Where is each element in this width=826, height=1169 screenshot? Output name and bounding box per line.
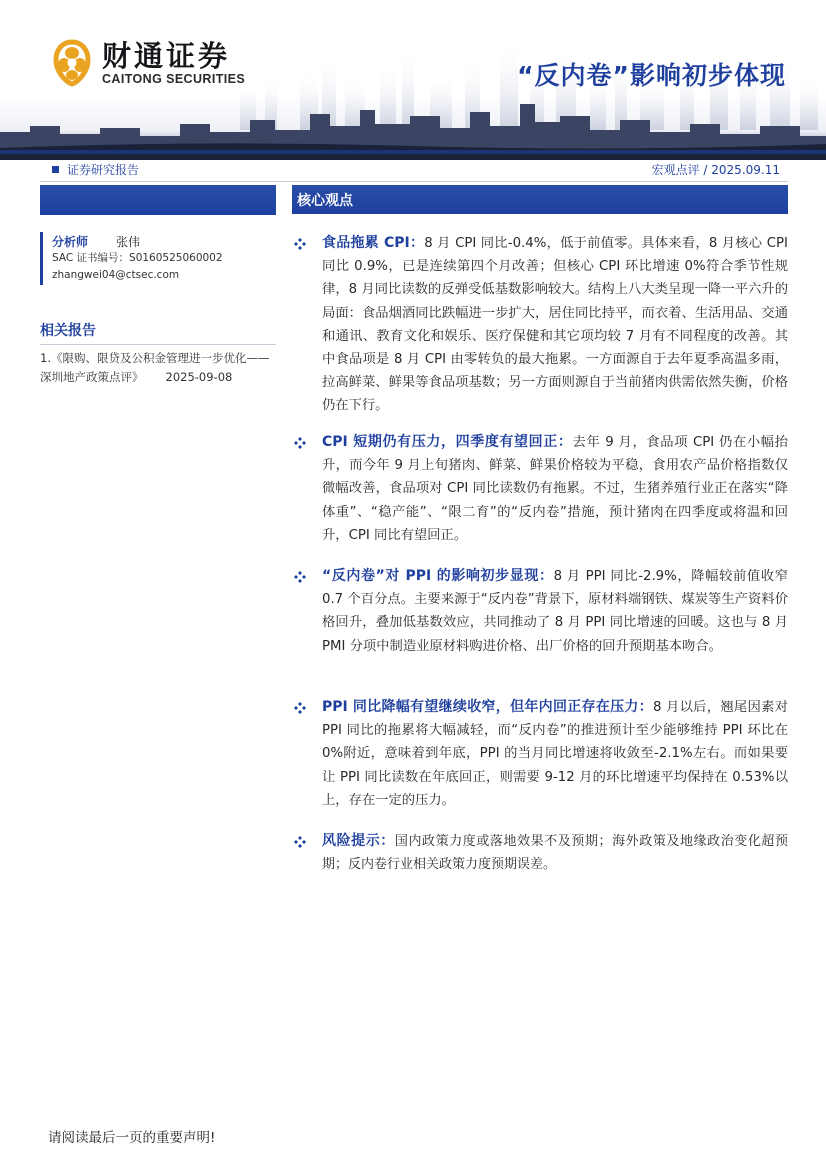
logo-english-text: CAITONG SECURITIES	[102, 71, 246, 86]
core-point-heading: CPI 短期仍有压力，四季度有望回正：	[322, 434, 573, 450]
report-series	[52, 161, 139, 178]
core-point	[292, 565, 788, 658]
risk-warning-body: 国内政策力度或落地效果不及预期；海外政策及地缘政治变化超预期；反内卷行业相关政策力度预期误差。	[322, 834, 788, 873]
report-type-date: 宏观点评 / 2025.09.11	[651, 163, 780, 177]
core-point-body: 8 月以后，翘尾因素对 PPI 同比的拖累将大幅减轻，而“反内卷”的推进预计至少能够维持 PPI 环比在 0%附近，意味着到年底，PPI 的当月同比增速将收敛至-2.1%左右。而如果要让 PPI 同比读数在年底回正，则需要 9-12 月的环比增速平均保持在 0.53%以上，存在一定的压力。	[322, 700, 788, 808]
analyst-sac-number: SAC 证书编号：S0160525060002	[52, 252, 223, 264]
logo-emblem-icon	[50, 38, 94, 88]
logo-chinese-text: 财通证券	[102, 38, 231, 73]
risk-warning	[292, 830, 788, 876]
square-bullet-icon	[52, 166, 59, 173]
risk-warning-heading: 风险提示：	[322, 833, 395, 849]
core-point-body: 8 月 PPI 同比-2.9%，降幅较前值收窄 0.7 个百分点。主要来源于“反内卷”背景下，原材料端钢铁、煤炭等生产资料价格回升，叠加低基数效应，共同推动了 8 月 PPI 同比增速的回暖。这也与 8 月 PMI 分项中制造业原材料购进价格、出厂价格的回升预期基本吻合。	[322, 569, 788, 654]
related-report-item[interactable]	[40, 349, 276, 387]
document-title: “反内卷”影响初步体现	[517, 61, 786, 90]
core-point	[292, 431, 788, 547]
page-header	[0, 0, 826, 160]
analyst-box	[40, 232, 276, 285]
diamond-bullet-icon	[294, 565, 308, 588]
core-views-header	[292, 185, 788, 214]
report-meta-bar	[40, 158, 788, 182]
disclaimer-note: 请阅读最后一页的重要声明!	[48, 1130, 216, 1146]
related-reports	[40, 320, 276, 387]
diamond-bullet-icon	[294, 830, 308, 853]
core-point	[292, 232, 788, 418]
related-reports-title: 相关报告	[40, 320, 276, 345]
company-logo	[50, 38, 245, 88]
core-point	[292, 696, 788, 812]
related-report-date: 2025-09-08	[165, 370, 233, 384]
core-point-heading: PPI 同比降幅有望继续收窄，但年内回正存在压力：	[322, 699, 654, 715]
analyst-name: 张伟	[116, 234, 141, 249]
diamond-bullet-icon	[294, 696, 308, 719]
core-views-title: 核心观点	[297, 193, 353, 209]
diamond-bullet-icon	[294, 431, 308, 454]
core-point-body: 去年 9 月，食品项 CPI 仍在小幅抬升，而今年 9 月上旬猪肉、鲜菜、鲜果价格较为平稳，食用农产品价格指数仅微幅改善，食品项对 CPI 同比读数仍有拖累。不过，生猪养殖行业正在落实“降体重”、“稳产能”、“限二育”的“反内卷”措施，预计猪肉在四季度或将温和回升，CPI 同比有望回正。	[322, 435, 788, 543]
core-point-heading: “反内卷”对 PPI 的影响初步显现：	[322, 568, 554, 584]
analyst-label: 分析师	[52, 234, 89, 249]
left-column-band	[40, 185, 276, 215]
report-series-label: 证券研究报告	[67, 163, 140, 177]
core-point-heading: 食品拖累 CPI：	[322, 235, 425, 251]
core-point-body: 8 月 CPI 同比-0.4%，低于前值零。具体来看，8 月核心 CPI 同比 0.9%，已是连续第四个月改善；但核心 CPI 环比增速 0%符合季节性规律，8 月同比读数的反弹受低基数影响较大。结构上八大类呈现一降一平六升的局面：食品烟酒同比跌幅进一步扩大，居住同比持平，而衣着、生活用品、交通和通讯、教育文化和娱乐、医疗保健和其它项均较 7 月有不同程度的改善。其中食品项是 8 月 CPI 由零转负的最大拖累。一方面源自于去年夏季高温多雨，拉高鲜菜、鲜果等食品项基数；另一方面则源自于当前猪肉供需依然失衡，价格仍在下行。	[322, 236, 788, 414]
diamond-bullet-icon	[294, 232, 308, 255]
related-report-text: 1.《限购、限贷及公积金管理进一步优化——深圳地产政策点评》	[40, 351, 270, 384]
analyst-email[interactable]: zhangwei04@ctsec.com	[52, 269, 180, 281]
